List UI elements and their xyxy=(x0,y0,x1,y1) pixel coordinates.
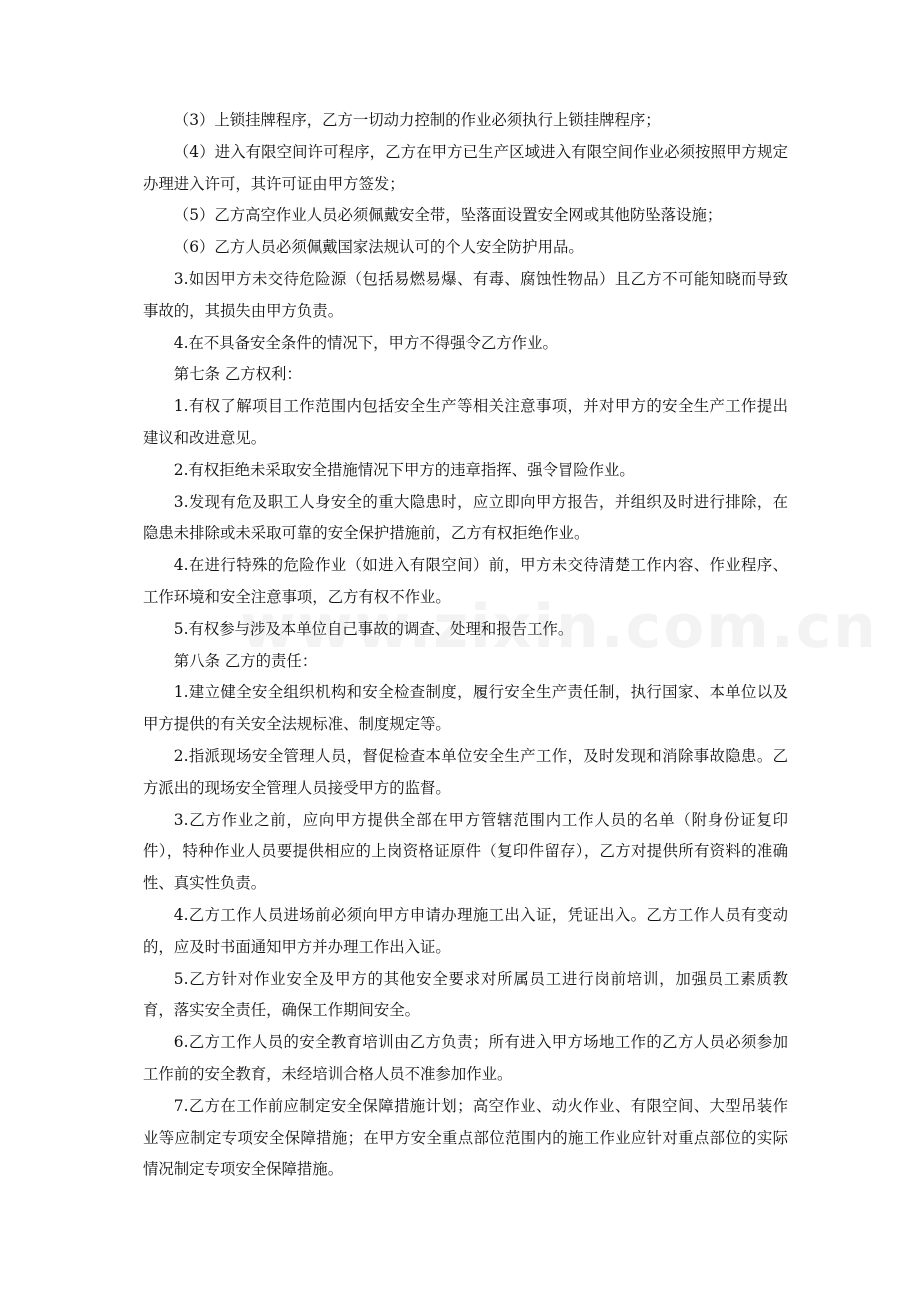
paragraph-duty-3: 3.乙方作业之前，应向甲方提供全部在甲方管辖范围内工作人员的名单（附身份证复印件），特种作业人员要提供相应的上岗资格证原件（复印件留存），乙方对提供所有资料的准确性、真实性负责。 xyxy=(143,810,788,893)
paragraph-duty-4: 4.乙方工作人员进场前必须向甲方申请办理施工出入证，凭证出入。乙方工作人员有变动的，应及时书面通知甲方并办理工作出入证。 xyxy=(143,905,788,956)
paragraph-fall-protection: （5）乙方高空作业人员必须佩戴安全带，坠落面设置安全网或其他防坠落设施； xyxy=(173,206,723,225)
paragraph-hazard-liability: 3.如因甲方未交待危险源（包括易燃易爆、有毒、腐蚀性物品）且乙方不可能知晓而导致事故的，其损失由甲方负责。 xyxy=(143,269,788,320)
paragraph-duty-7: 7.乙方在工作前应制定安全保障措施计划；高空作业、动火作业、有限空间、大型吊装作业等应制定专项安全保障措施；在甲方安全重点部位范围内的施工作业应针对重点部位的实际情况制定专项安全保障措施。 xyxy=(143,1096,788,1179)
paragraph-right-3: 3.发现有危及职工人身安全的重大隐患时，应立即向甲方报告，并组织及时进行排除，在隐患未排除或未采取可靠的安全保护措施前，乙方有权拒绝作业。 xyxy=(143,492,788,543)
paragraph-ppe: （6）乙方人员必须佩戴国家法规认可的个人安全防护用品。 xyxy=(173,238,584,257)
paragraph-right-4: 4.在进行特殊的危险作业（如进入有限空间）前，甲方未交待清楚工作内容、作业程序、工作环境和安全注意事项，乙方有权不作业。 xyxy=(143,556,788,606)
paragraph-duty-6: 6.乙方工作人员的安全教育培训由乙方负责；所有进入甲方场地工作的乙方人员必须参加工作前的安全教育，未经培训合格人员不准参加作业。 xyxy=(143,1033,788,1083)
section-heading-article-8: 第八条 乙方的责任： xyxy=(173,651,318,670)
paragraph-right-1: 1.有权了解项目工作范围内包括安全生产等相关注意事项，并对甲方的安全生产工作提出建议和改进意见。 xyxy=(143,397,788,447)
paragraph-confined-space-permit: （4）进入有限空间许可程序，乙方在甲方已生产区域进入有限空间作业必须按照甲方规定办理进入许可，其许可证由甲方签发； xyxy=(143,142,788,193)
paragraph-right-2: 2.有权拒绝未采取安全措施情况下甲方的违章指挥、强令冒险作业。 xyxy=(173,460,635,479)
paragraph-right-5: 5.有权参与涉及本单位自己事故的调查、处理和报告工作。 xyxy=(173,619,574,638)
paragraph-duty-2: 2.指派现场安全管理人员，督促检查本单位安全生产工作，及时发现和消除事故隐患。乙方派出的现场安全管理人员接受甲方的监督。 xyxy=(143,746,788,797)
paragraph-lockout-tagout: （3）上锁挂牌程序，乙方一切动力控制的作业必须执行上锁挂牌程序； xyxy=(173,111,661,129)
contract-text xyxy=(143,105,788,1186)
paragraph-duty-1: 1.建立健全安全组织机构和安全检查制度，履行安全生产责任制，执行国家、本单位以及甲方提供的有关安全法规标准、制度规定等。 xyxy=(143,683,788,734)
paragraph-no-forced-work: 4.在不具备安全条件的情况下，甲方不得强令乙方作业。 xyxy=(173,333,558,352)
section-heading-article-7: 第七条 乙方权利： xyxy=(173,365,302,384)
paragraph-duty-5: 5.乙方针对作业安全及甲方的其他安全要求对所属员工进行岗前培训，加强员工素质教育，落实安全责任，确保工作期间安全。 xyxy=(143,969,788,1020)
